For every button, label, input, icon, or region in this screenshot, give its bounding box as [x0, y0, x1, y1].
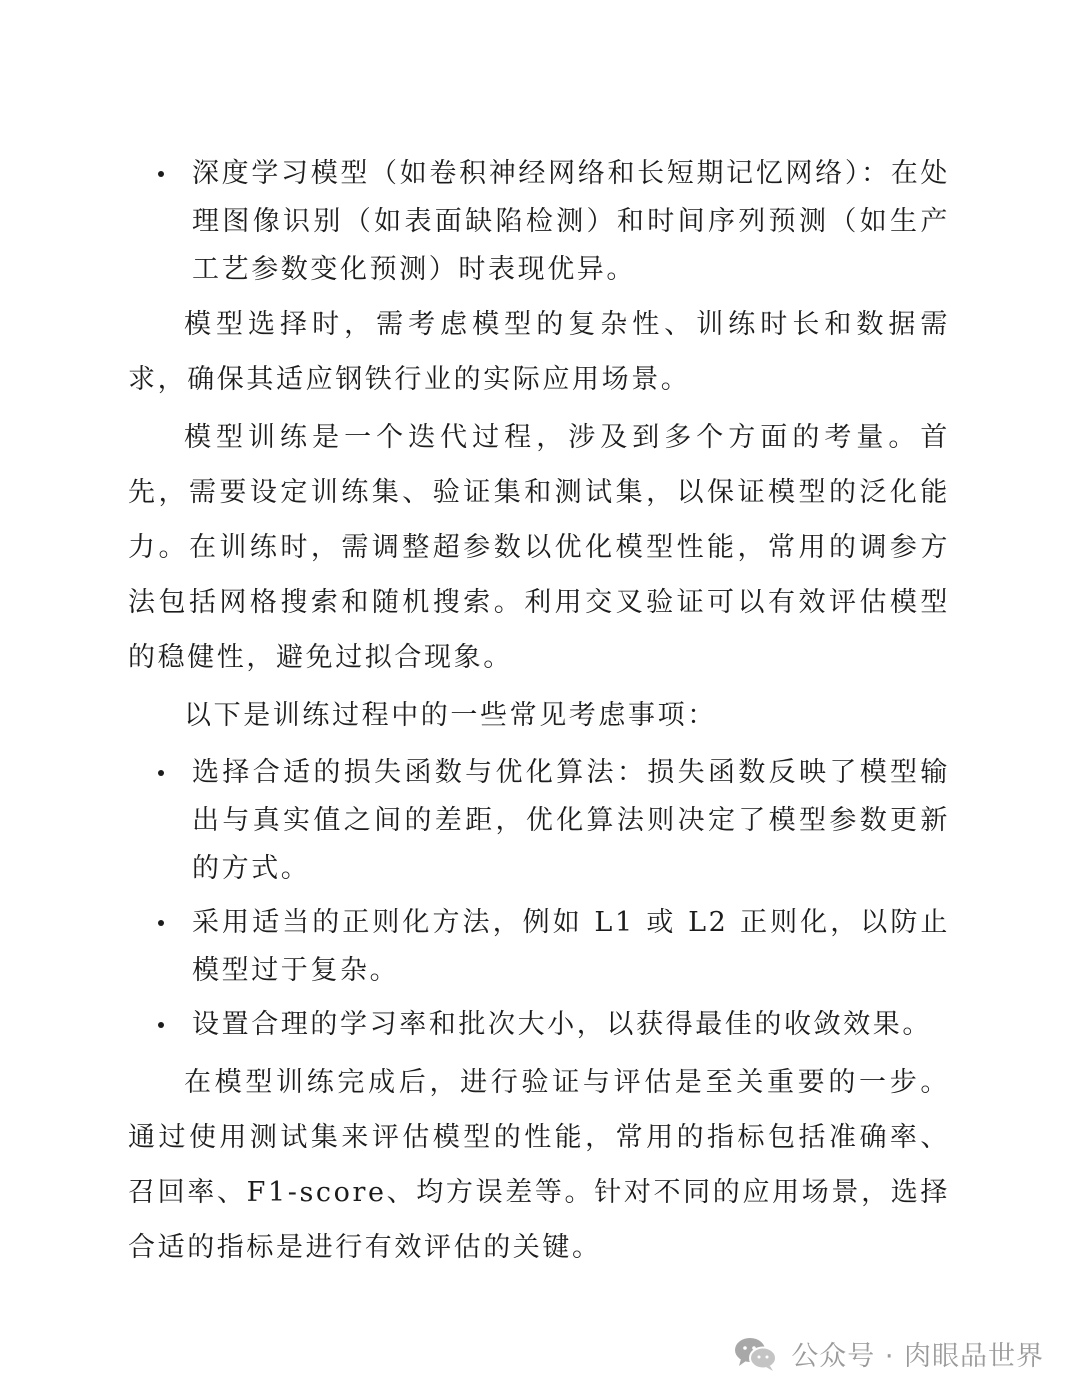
list-item: [128, 749, 950, 893]
paragraph: 在模型训练完成后，进行验证与评估是至关重要的一步。通过使用测试集来评估模型的性能，常用的指标包括准确率、召回率、F1-score、均方误差等。针对不同的应用场景，选择合适的指标是进行有效评估的关键。: [128, 1067, 950, 1263]
list-item-text: 选择合适的损失函数与优化算法：损失函数反映了模型输出与真实值之间的差距，优化算法则决定了模型参数更新的方式。: [192, 757, 950, 884]
list-item-text: 设置合理的学习率和批次大小，以获得最佳的收敛效果。: [192, 1009, 932, 1040]
bullet-list-2: [128, 749, 950, 1049]
list-item-text: 深度学习模型（如卷积神经网络和长短期记忆网络）：在处理图像识别（如表面缺陷检测）和时间序列预测（如生产工艺参数变化预测）时表现优异。: [192, 158, 950, 285]
list-item-text: 采用适当的正则化方法，例如 L1 或 L2 正则化，以防止模型过于复杂。: [192, 907, 950, 986]
list-item: [128, 150, 950, 294]
wechat-watermark: [733, 1334, 1044, 1373]
paragraph: 以下是训练过程中的一些常见考虑事项：: [184, 700, 717, 731]
bullet-dot: [158, 171, 164, 177]
document-body: [128, 150, 950, 1275]
paragraph: 模型选择时，需考虑模型的复杂性、训练时长和数据需求，确保其适应钢铁行业的实际应用场景。: [128, 309, 950, 395]
bullet-dot: [158, 920, 164, 926]
bullet-dot: [158, 770, 164, 776]
wechat-icon: [733, 1335, 779, 1373]
bullet-dot: [158, 1022, 164, 1028]
list-item: [128, 899, 950, 995]
bullet-list-1: [128, 150, 950, 294]
paragraph: 模型训练是一个迭代过程，涉及到多个方面的考量。首先，需要设定训练集、验证集和测试集，以保证模型的泛化能力。在训练时，需调整超参数以优化模型性能，常用的调参方法包括网格搜索和随机搜索。利用交叉验证可以有效评估模型的稳健性，避免过拟合现象。: [128, 422, 950, 673]
list-item: [128, 1001, 950, 1049]
watermark-text: 公众号 · 肉眼品世界: [791, 1341, 1044, 1372]
